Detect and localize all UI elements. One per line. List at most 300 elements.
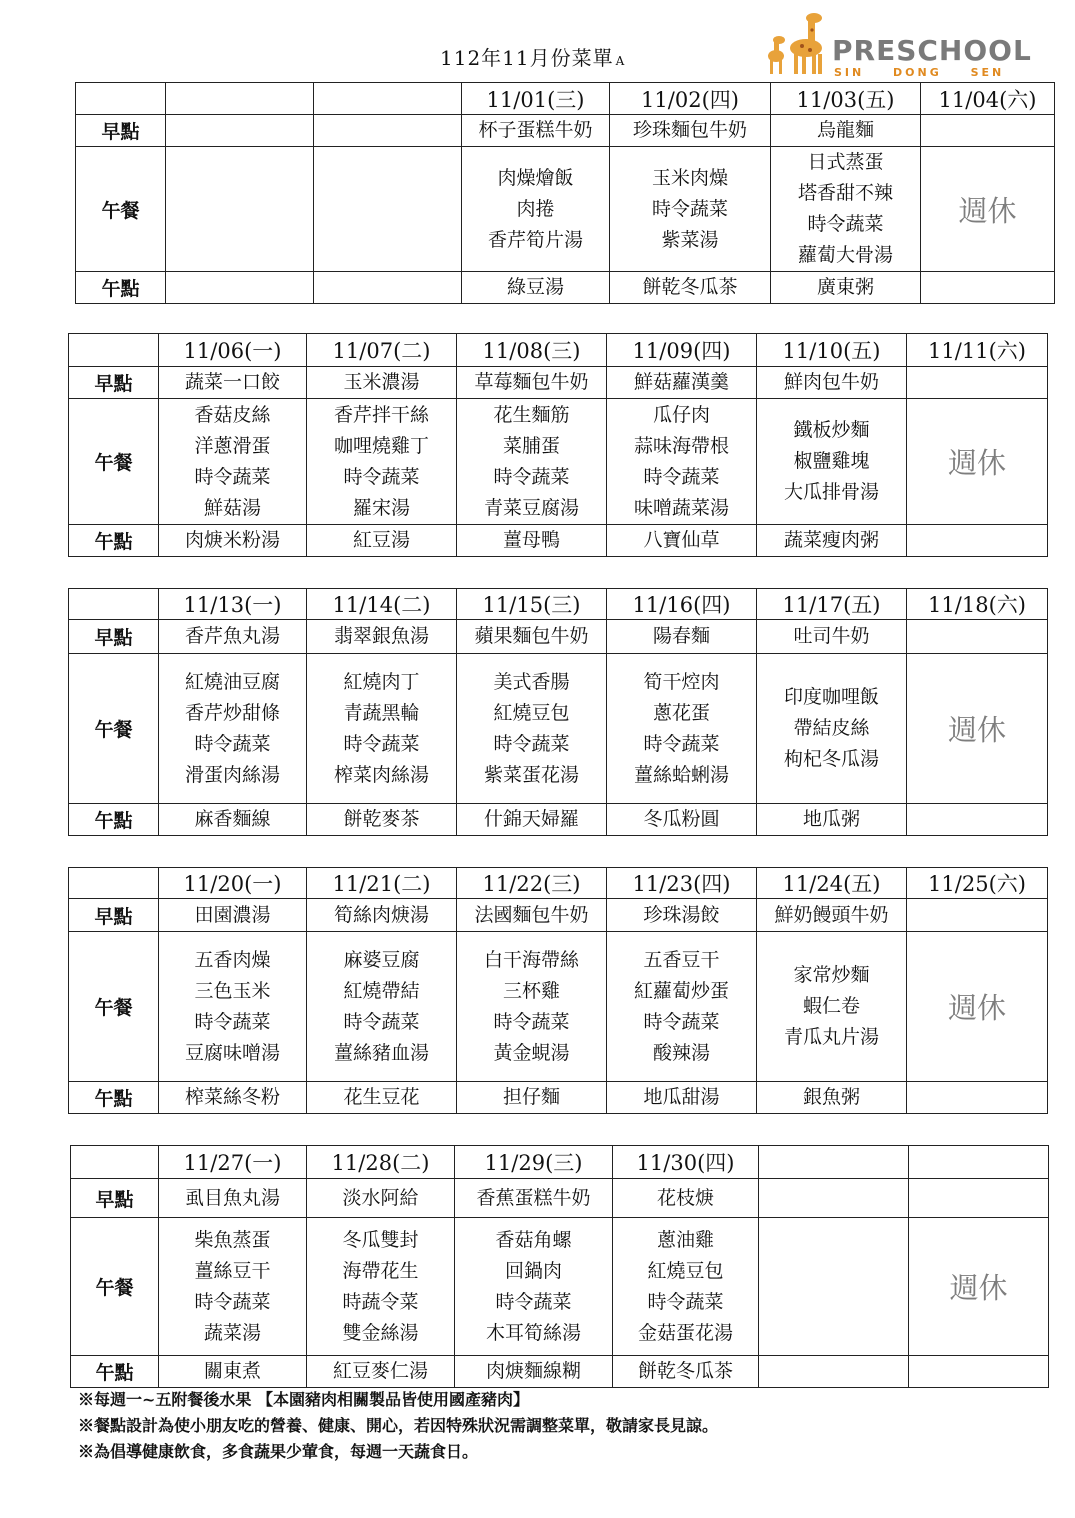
page-title [440,42,625,71]
lunch-item: 金菇蛋花湯 [637,1321,733,1344]
breakfast-cell [607,367,757,399]
lunch-item: 黃金蜆湯 [493,1041,570,1064]
lunch-cell [307,932,457,1082]
date-cell [613,1146,759,1179]
breakfast-item: 杯子蛋糕牛奶 [478,119,593,141]
snack-cell [462,272,610,304]
snack-row [71,1356,1049,1388]
lunch-item: 羅宋湯 [352,496,410,519]
lunch-item: 紫菜湯 [661,228,719,251]
lunch-cell [159,399,307,525]
breakfast-cell [607,620,757,654]
lunch-item: 薑絲豬血湯 [333,1041,429,1064]
lunch-row [69,932,1048,1082]
date-cell [159,334,307,367]
lunch-item: 時令蔬菜 [343,732,420,755]
snack-item: 綠豆湯 [506,276,564,298]
lunch-item: 鐵板炒麵 [793,419,870,441]
breakfast-item: 蘋果麵包牛奶 [474,625,589,647]
breakfast-cell [462,115,610,147]
lunch-item: 冬瓜雙封 [342,1228,419,1251]
snack-row [76,272,1055,304]
breakfast-row [69,620,1048,654]
lunch-item: 時令蔬菜 [651,197,728,220]
snack-item: 肉焿麵線糊 [485,1360,581,1382]
lunch-item: 時令蔬菜 [194,1010,271,1033]
date-cell [159,868,307,899]
lunch-item: 海帶花生 [342,1259,419,1282]
holiday-label: 週休 [947,713,1006,747]
week-table [68,867,1048,1114]
lunch-cell [307,399,457,525]
row-label-cell [69,1082,159,1114]
lunch-cell [314,147,462,272]
date-label: 11/18(六) [928,593,1026,617]
date-cell [907,334,1048,367]
date-cell [757,589,907,620]
snack-item: 薑母鴨 [502,529,560,551]
lunch-cell [455,1218,613,1356]
lunch-item: 蔥油雞 [656,1228,714,1251]
snack-cell [307,1356,455,1388]
date-row [76,83,1055,115]
date-cell [607,334,757,367]
lunch-item: 時令蔬菜 [643,465,720,488]
snack-item: 什錦天婦羅 [483,808,579,830]
snack-row [69,525,1048,557]
breakfast-cell [457,367,607,399]
date-label: 11/23(四) [632,872,731,896]
lunch-item: 蒜味海帶根 [633,434,729,457]
breakfast-item: 筍絲肉焿湯 [333,903,429,926]
snack-cell [921,272,1055,304]
holiday-label: 週休 [949,1271,1008,1305]
snack-row [69,1082,1048,1114]
breakfast-item: 鮮菇蘿漢羹 [633,371,729,393]
lunch-label: 午餐 [94,719,133,741]
lunch-item: 帶結皮絲 [793,717,870,739]
breakfast-row [69,367,1048,399]
date-cell [307,589,457,620]
lunch-cell [613,1218,759,1356]
date-cell [610,83,771,115]
date-cell [907,868,1048,899]
lunch-item: 時蔬令菜 [342,1290,419,1313]
week-table [68,588,1048,836]
lunch-item: 紅蘿蔔炒蛋 [633,979,729,1002]
breakfast-item: 陽春麵 [652,625,710,647]
preschool-logo [762,10,1032,82]
breakfast-label: 早點 [94,627,133,649]
lunch-item: 紫菜蛋花湯 [483,763,579,786]
breakfast-cell [455,1179,613,1218]
date-label: 11/13(一) [183,593,282,617]
row-label-cell [69,399,159,525]
lunch-cell [462,147,610,272]
lunch-cell [307,1218,455,1356]
row-label-cell [71,1218,159,1356]
date-label: 11/06(一) [183,339,282,363]
date-cell [307,868,457,899]
snack-item: 榨菜絲冬粉 [184,1086,280,1108]
lunch-item: 時令蔬菜 [194,1290,271,1313]
title-text: 112年11月份菜單 [440,46,614,70]
snack-item: 花生豆花 [343,1086,420,1108]
breakfast-cell [907,367,1048,399]
date-cell [907,589,1048,620]
lunch-item: 青瓜丸片湯 [783,1026,879,1048]
breakfast-cell [759,1179,909,1218]
lunch-row [71,1218,1049,1356]
snack-label: 午點 [94,531,133,553]
date-label: 11/25(六) [928,872,1026,896]
row-label-cell [69,932,159,1082]
breakfast-cell [771,115,921,147]
breakfast-cell [457,620,607,654]
snack-item: 八寶仙草 [643,529,720,551]
lunch-label: 午餐 [94,452,133,474]
date-label: 11/01(三) [486,87,585,112]
lunch-item: 大瓜排骨湯 [783,481,879,503]
breakfast-item: 淡水阿給 [342,1186,419,1209]
lunch-item: 時令蔬菜 [807,213,884,235]
snack-label: 午點 [94,810,133,832]
date-row [69,334,1048,367]
lunch-item: 蔬菜湯 [203,1321,261,1344]
breakfast-item: 香蕉蛋糕牛奶 [476,1186,591,1209]
snack-item: 麻香麵線 [194,808,271,830]
date-cell [909,1146,1049,1179]
holiday-label: 週休 [947,991,1006,1025]
lunch-item: 回鍋肉 [504,1259,562,1282]
row-label-cell [71,1179,159,1218]
lunch-cell [921,147,1055,272]
date-cell [771,83,921,115]
breakfast-cell [907,899,1048,932]
breakfast-cell [907,620,1048,654]
breakfast-cell [307,367,457,399]
breakfast-cell [610,115,771,147]
lunch-item: 紅燒油豆腐 [184,670,280,693]
lunch-item: 紅燒帶結 [343,979,420,1002]
snack-item: 廣東粥 [816,276,874,298]
snack-item: 蔬菜瘦肉粥 [783,529,879,551]
corner-cell [76,83,166,115]
row-label-cell [69,804,159,836]
lunch-item: 時令蔬菜 [643,1010,720,1033]
lunch-cell [757,399,907,525]
breakfast-item: 蔬菜一口餃 [184,371,280,393]
lunch-item: 印度咖哩飯 [783,686,879,708]
date-cell [314,83,462,115]
breakfast-cell [159,899,307,932]
snack-cell [757,804,907,836]
date-cell [307,334,457,367]
snack-cell [907,804,1048,836]
breakfast-cell [307,620,457,654]
breakfast-item: 鮮肉包牛奶 [783,371,879,393]
breakfast-cell [757,367,907,399]
lunch-cell [457,399,607,525]
breakfast-item: 虱目魚丸湯 [184,1186,280,1209]
lunch-item: 洋蔥滑蛋 [194,434,271,457]
lunch-item: 香芹炒甜條 [184,701,280,724]
lunch-item: 三色玉米 [194,979,271,1002]
date-cell [757,334,907,367]
breakfast-cell [159,620,307,654]
date-label: 11/30(四) [636,1151,735,1175]
lunch-item: 時令蔬菜 [493,465,570,488]
date-label: 11/08(三) [482,339,581,363]
lunch-item: 時令蔬菜 [343,465,420,488]
row-label-cell [69,620,159,654]
date-cell [457,868,607,899]
date-cell [166,83,314,115]
breakfast-item: 玉米濃湯 [343,371,420,393]
lunch-item: 時令蔬菜 [493,1010,570,1033]
lunch-item: 瓜仔肉 [652,403,710,426]
date-label: 11/28(二) [331,1151,430,1175]
snack-cell [455,1356,613,1388]
snack-cell [771,272,921,304]
lunch-cell [607,654,757,804]
breakfast-label: 早點 [94,373,133,395]
snack-cell [757,1082,907,1114]
snack-cell [307,525,457,557]
snack-row [69,804,1048,836]
lunch-item: 白干海帶絲 [483,948,579,971]
snack-item: 紅豆湯 [352,529,410,551]
row-label-cell [69,899,159,932]
breakfast-item: 珍珠麵包牛奶 [632,119,747,141]
lunch-item: 雙金絲湯 [342,1321,419,1344]
lunch-item: 時令蔬菜 [495,1290,572,1313]
lunch-item: 五香豆干 [643,948,720,971]
date-cell [462,83,610,115]
lunch-item: 美式香腸 [493,670,570,693]
logo-subtitle: SIN DONG SEN [834,66,1005,79]
lunch-row [69,654,1048,804]
lunch-item: 時令蔬菜 [194,465,271,488]
lunch-cell [457,654,607,804]
lunch-item: 滑蛋肉絲湯 [184,763,280,786]
snack-item: 冬瓜粉圓 [643,808,720,830]
snack-item: 關東煮 [203,1360,261,1382]
snack-item: 地瓜粥 [802,808,860,830]
lunch-item: 肉捲 [516,197,555,220]
lunch-label: 午餐 [101,199,140,222]
date-label: 11/16(四) [632,593,731,617]
date-label: 11/17(五) [782,593,881,617]
lunch-cell [166,147,314,272]
corner-cell [69,334,159,367]
breakfast-cell [613,1179,759,1218]
week-table [70,1145,1049,1388]
date-cell [457,334,607,367]
snack-cell [307,804,457,836]
breakfast-cell [921,115,1055,147]
date-cell [307,1146,455,1179]
breakfast-cell [909,1179,1049,1218]
date-cell [159,1146,307,1179]
snack-cell [909,1356,1049,1388]
date-label: 11/07(二) [332,339,431,363]
date-label: 11/14(二) [332,593,431,617]
snack-item: 地瓜甜湯 [643,1086,720,1108]
lunch-item: 青蔬黑輪 [343,701,420,724]
date-row [69,868,1048,899]
breakfast-cell [314,115,462,147]
lunch-item: 筍干焢肉 [643,670,720,693]
footnotes [78,1387,718,1465]
lunch-item: 日式蒸蛋 [807,151,884,173]
snack-cell [159,525,307,557]
breakfast-row [69,899,1048,932]
breakfast-item: 花枝焿 [656,1186,714,1209]
lunch-item: 香芹筍片湯 [487,228,583,251]
snack-cell [607,804,757,836]
snack-item: 担仔麵 [502,1086,560,1108]
corner-cell [69,589,159,620]
date-cell [757,868,907,899]
snack-item: 餅乾冬瓜茶 [637,1360,733,1382]
lunch-cell [757,932,907,1082]
lunch-cell [757,654,907,804]
date-label: 11/09(四) [632,339,731,363]
date-label: 11/27(一) [183,1151,282,1175]
lunch-cell [159,654,307,804]
breakfast-cell [757,899,907,932]
lunch-cell [307,654,457,804]
lunch-cell [909,1218,1049,1356]
snack-cell [307,1082,457,1114]
lunch-cell [610,147,771,272]
lunch-item: 蔥花蛋 [652,701,710,724]
holiday-label: 週休 [947,446,1006,480]
snack-cell [159,1082,307,1114]
snack-cell [314,272,462,304]
lunch-item: 青菜豆腐湯 [483,496,579,519]
breakfast-item: 翡翠銀魚湯 [333,625,429,647]
lunch-item: 五香肉燥 [194,948,271,971]
snack-label: 午點 [101,278,140,300]
title-suffix: A [615,54,626,68]
holiday-label: 週休 [958,193,1017,228]
snack-item: 紅豆麥仁湯 [332,1360,428,1382]
date-label: 11/24(五) [782,872,881,896]
snack-cell [607,1082,757,1114]
snack-cell [457,525,607,557]
lunch-item: 豆腐味噌湯 [184,1041,280,1064]
lunch-item: 薑絲豆干 [194,1259,271,1282]
snack-item: 餅乾冬瓜茶 [642,276,738,298]
snack-label: 午點 [94,1088,133,1110]
breakfast-item: 珍珠湯餃 [643,903,720,926]
lunch-item: 木耳筍絲湯 [485,1321,581,1344]
breakfast-cell [757,620,907,654]
lunch-item: 柴魚蒸蛋 [194,1228,271,1251]
breakfast-label: 早點 [94,905,133,928]
snack-cell [607,525,757,557]
snack-cell [159,804,307,836]
snack-cell [159,1356,307,1388]
lunch-item: 榨菜肉絲湯 [333,763,429,786]
lunch-item: 時令蔬菜 [194,732,271,755]
lunch-item: 咖哩燒雞丁 [333,434,429,457]
lunch-cell [607,932,757,1082]
lunch-item: 香菇角螺 [495,1228,572,1251]
breakfast-item: 香芹魚丸湯 [184,625,280,647]
snack-cell [610,272,771,304]
lunch-label: 午餐 [94,997,133,1019]
lunch-label: 午餐 [95,1277,134,1299]
snack-cell [457,1082,607,1114]
date-label: 11/03(五) [796,87,895,112]
lunch-item: 三杯雞 [502,979,560,1002]
lunch-item: 家常炒麵 [793,964,870,986]
breakfast-row [76,115,1055,147]
lunch-item: 菜脯蛋 [502,434,560,457]
lunch-item: 蘿蔔大骨湯 [797,244,893,266]
breakfast-cell [457,899,607,932]
breakfast-label: 早點 [101,121,140,143]
breakfast-item: 法國麵包牛奶 [474,903,589,926]
row-label-cell [69,654,159,804]
lunch-item: 香菇皮絲 [194,403,271,426]
snack-cell [457,804,607,836]
date-label: 11/11(六) [928,339,1026,363]
week-table [68,333,1048,557]
date-cell [921,83,1055,115]
date-label: 11/02(四) [641,87,739,112]
date-cell [607,868,757,899]
lunch-item: 紅燒豆包 [493,701,570,724]
breakfast-item: 烏龍麵 [816,119,874,141]
breakfast-cell [307,1179,455,1218]
week-table [75,82,1055,304]
lunch-item: 玉米肉燥 [651,166,728,189]
giraffe-icon [762,10,832,82]
lunch-item: 時令蔬菜 [647,1290,724,1313]
breakfast-item: 田園濃湯 [194,903,271,926]
lunch-item: 麻婆豆腐 [343,948,420,971]
snack-cell [759,1356,909,1388]
date-row [71,1146,1049,1179]
lunch-item: 肉燥燴飯 [497,166,574,189]
date-cell [457,589,607,620]
date-cell [759,1146,909,1179]
lunch-item: 椒鹽雞塊 [793,450,870,472]
lunch-item: 花生麵筋 [493,403,570,426]
lunch-item: 蝦仁卷 [802,995,860,1017]
date-label: 11/10(五) [782,339,881,363]
row-label-cell [76,115,166,147]
date-label: 11/22(三) [482,872,581,896]
date-label: 11/15(三) [482,593,581,617]
breakfast-label: 早點 [95,1188,134,1211]
snack-label: 午點 [95,1362,134,1384]
lunch-item: 酸辣湯 [652,1041,710,1064]
breakfast-cell [166,115,314,147]
footnote: ※餐點設計為使小朋友吃的營養、健康、開心，若因特殊狀況需調整菜單，敬請家長見諒。 [78,1416,719,1435]
corner-cell [69,868,159,899]
date-row [69,589,1048,620]
lunch-cell [907,932,1048,1082]
snack-cell [166,272,314,304]
breakfast-item: 吐司牛奶 [793,625,870,647]
row-label-cell [69,367,159,399]
snack-cell [613,1356,759,1388]
